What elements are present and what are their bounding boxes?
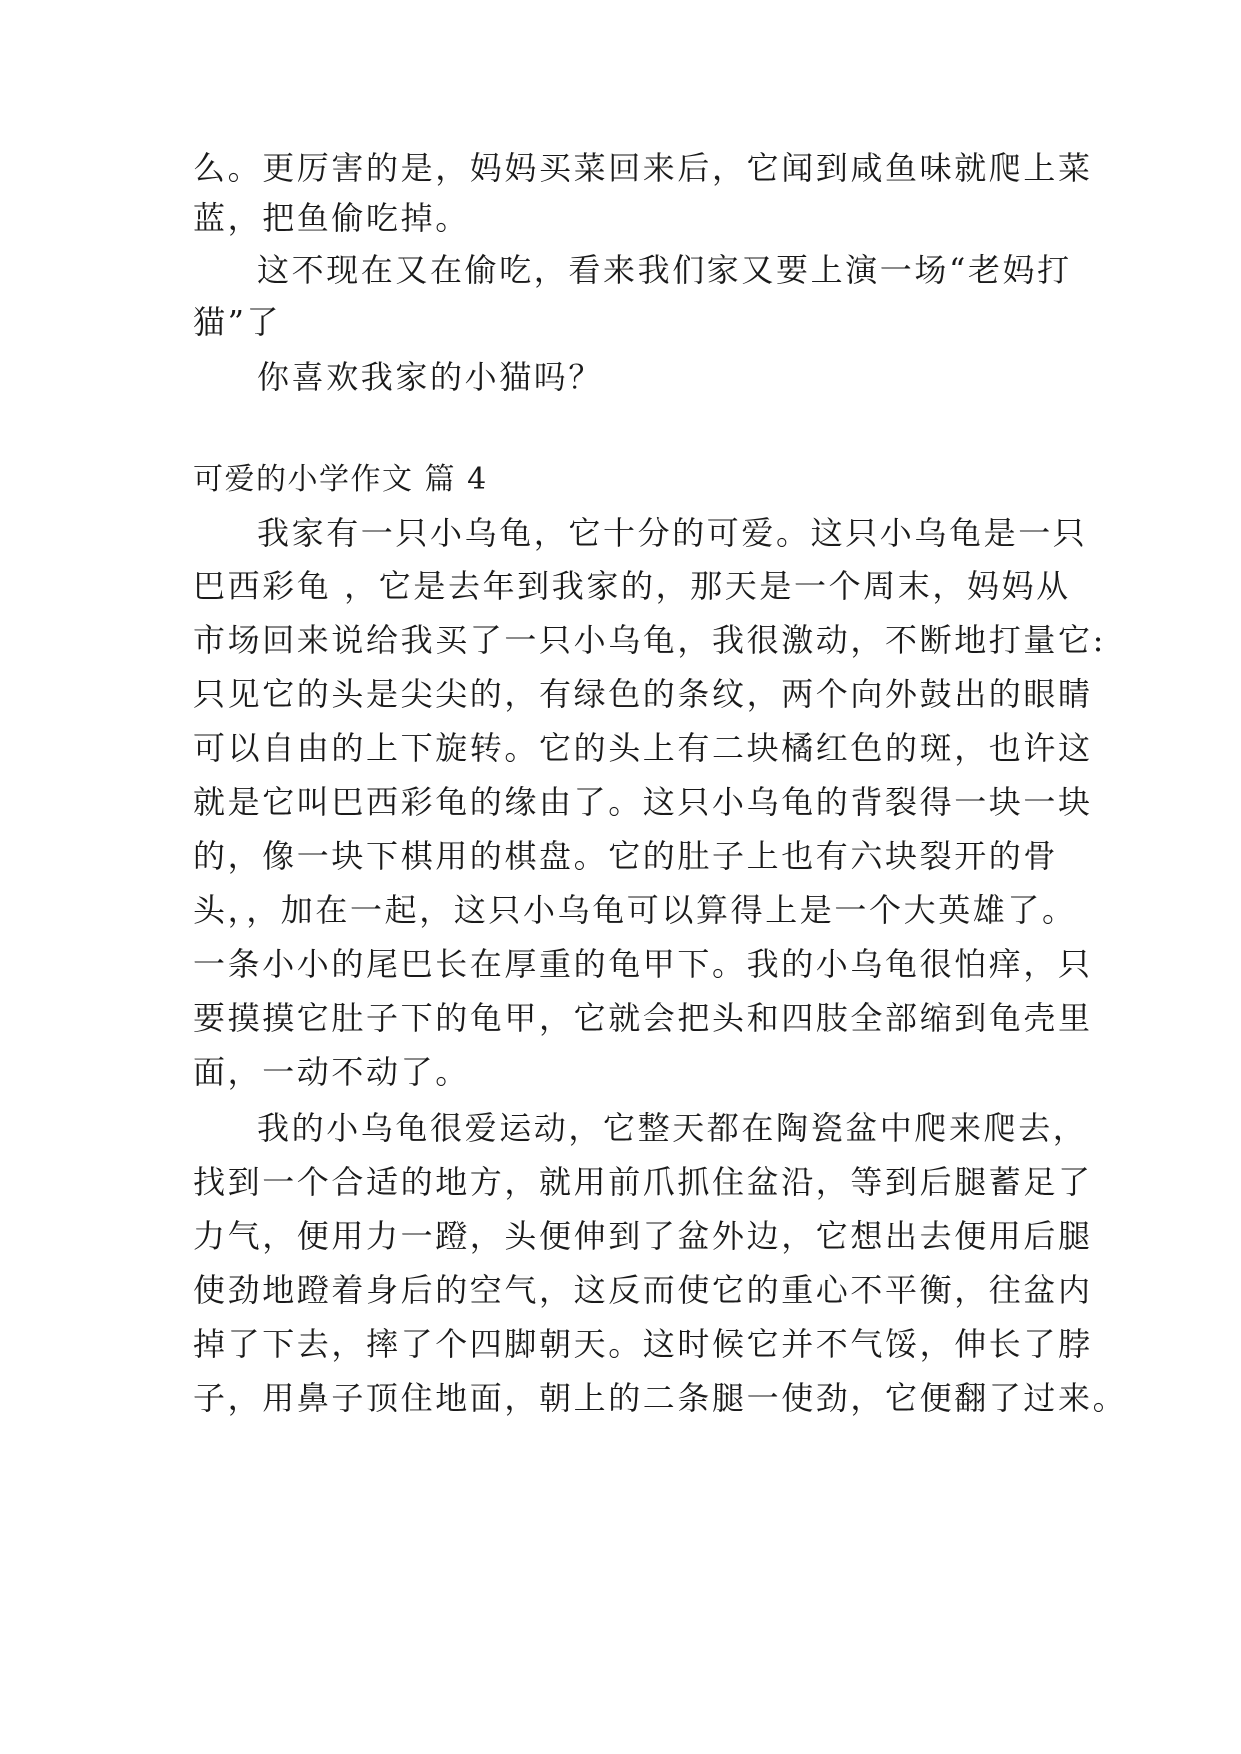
text-line: 只见它的头是尖尖的，有绿色的条纹，两个向外鼓出的眼睛 xyxy=(193,675,1093,713)
text-line: 你喜欢我家的小猫吗？ xyxy=(257,358,604,396)
text-line: 么。更厉害的是，妈妈买菜回来后，它闻到咸鱼味就爬上菜 xyxy=(193,149,1093,187)
text-line: 掉了下去，摔了个四脚朝天。这时候它并不气馁，伸长了脖 xyxy=(193,1325,1093,1363)
text-line: 市场回来说给我买了一只小乌龟，我很激动，不断地打量它: xyxy=(193,621,1106,659)
text-line: 就是它叫巴西彩龟的缘由了。这只小乌龟的背裂得一块一块 xyxy=(193,783,1093,821)
text-line: 可以自由的上下旋转。它的头上有二块橘红色的斑，也许这 xyxy=(193,729,1093,767)
text-line: 子，用鼻子顶住地面，朝上的二条腿一使劲，它便翻了过来。 xyxy=(193,1379,1128,1417)
text-line: 面，一动不动了。 xyxy=(193,1053,470,1091)
text-line: 我的小乌龟很爱运动，它整天都在陶瓷盆中爬来爬去， xyxy=(257,1109,1088,1147)
text-line: 使劲地蹬着身后的空气，这反而使它的重心不平衡，往盆内 xyxy=(193,1271,1093,1309)
text-line: 巴西彩龟 ，它是去年到我家的，那天是一个周末，妈妈从 xyxy=(193,567,1071,605)
text-line: 一条小小的尾巴长在厚重的龟甲下。我的小乌龟很怕痒，只 xyxy=(193,945,1093,983)
section-heading: 可爱的小学作文 篇 4 xyxy=(193,462,488,497)
text-line: 要摸摸它肚子下的龟甲，它就会把头和四肢全部缩到龟壳里 xyxy=(193,999,1093,1037)
text-line: 这不现在又在偷吃，看来我们家又要上演一场“老妈打 xyxy=(257,251,1072,289)
text-line: 猫”了 xyxy=(193,303,282,341)
text-line: 头，，加在一起，这只小乌龟可以算得上是一个大英雄了。 xyxy=(193,891,1077,929)
text-line: 蓝，把鱼偷吃掉。 xyxy=(193,199,470,237)
text-line: 的，像一块下棋用的棋盘。它的肚子上也有六块裂开的骨 xyxy=(193,837,1059,875)
text-line: 找到一个合适的地方，就用前爪抓住盆沿，等到后腿蓄足了 xyxy=(193,1163,1093,1201)
text-line: 我家有一只小乌龟，它十分的可爱。这只小乌龟是一只 xyxy=(257,514,1088,552)
text-line: 力气，便用力一蹬，头便伸到了盆外边，它想出去便用后腿 xyxy=(193,1217,1093,1255)
